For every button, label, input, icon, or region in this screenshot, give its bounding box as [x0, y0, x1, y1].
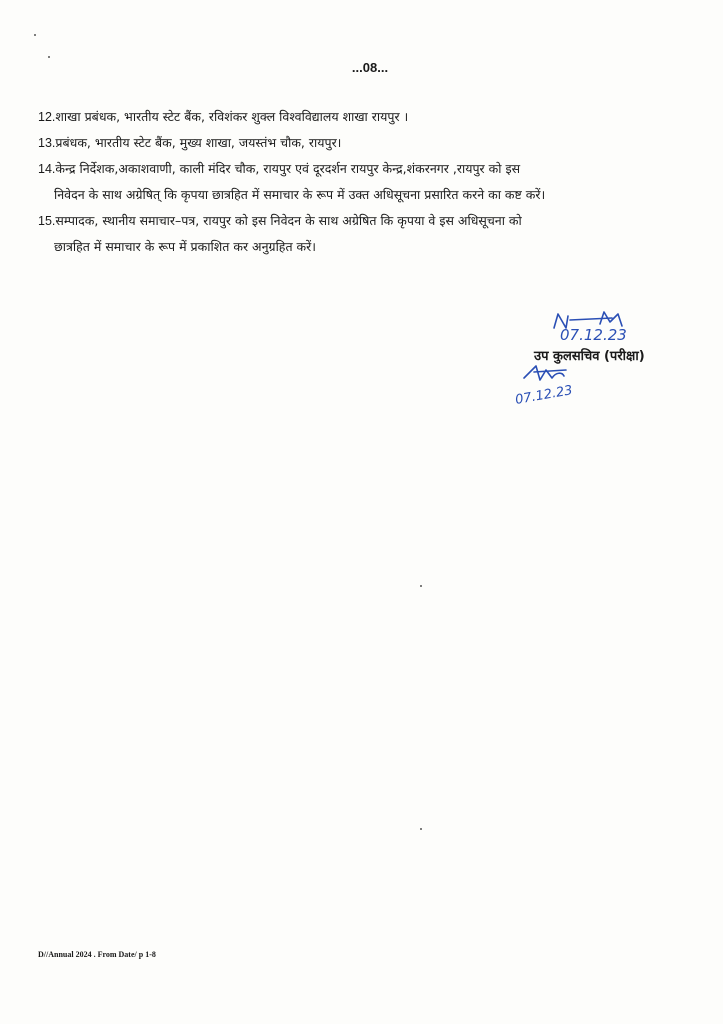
signature-block: [514, 300, 700, 410]
scan-speck: [420, 828, 422, 830]
signatory-designation: उप कुलसचिव (परीक्षा): [534, 349, 645, 364]
item-number: 14.: [38, 162, 56, 176]
file-reference: D//Annual 2024 . From Date/ p 1-8: [38, 950, 156, 959]
signature-date-1: 07.12.23: [560, 326, 627, 344]
item-text-continued: निवेदन के साथ अग्रेषित् कि कृपया छात्रहित में समाचार के रूप में उक्त अधिसूचना प्रसारित करने का कष्ट करें।: [54, 187, 546, 202]
page-number: ...08...: [351, 60, 389, 75]
distribution-list: [38, 104, 668, 260]
item-text: केन्द्र निर्देशक,अकाशवाणी, काली मंदिर चौक, रायपुर एवं दूरदर्शन रायपुर केन्द्र,शंकरनगर ,रायपुर को इस: [55, 161, 521, 176]
list-item: [38, 208, 668, 260]
item-text: शाखा प्रबंधक, भारतीय स्टेट बैंक, रविशंकर शुक्ल विश्वविद्यालय शाखा रायपुर ।: [55, 109, 409, 124]
scan-speck: [48, 56, 50, 58]
item-number: 12.: [38, 110, 56, 124]
item-number: 15.: [38, 214, 56, 228]
item-text: प्रबंधक, भारतीय स्टेट बैंक, मुख्य शाखा, जयस्तंभ चौक, रायपुर।: [55, 135, 342, 150]
list-item: [38, 104, 668, 130]
scan-speck: [34, 34, 36, 36]
list-item: [38, 156, 668, 208]
list-item: [38, 130, 668, 156]
item-text-continued: छात्रहित में समाचार के रूप में प्रकाशित कर अनुग्रहित करें।: [54, 239, 316, 254]
scan-speck: [420, 585, 422, 587]
item-number: 13.: [38, 136, 56, 150]
item-text: सम्पादक, स्थानीय समाचार–पत्र, रायपुर को इस निवेदन के साथ अग्रेषित कि कृपया वे इस अधिसूचना को: [55, 213, 522, 228]
signature-date-2: 07.12.23: [514, 383, 574, 408]
